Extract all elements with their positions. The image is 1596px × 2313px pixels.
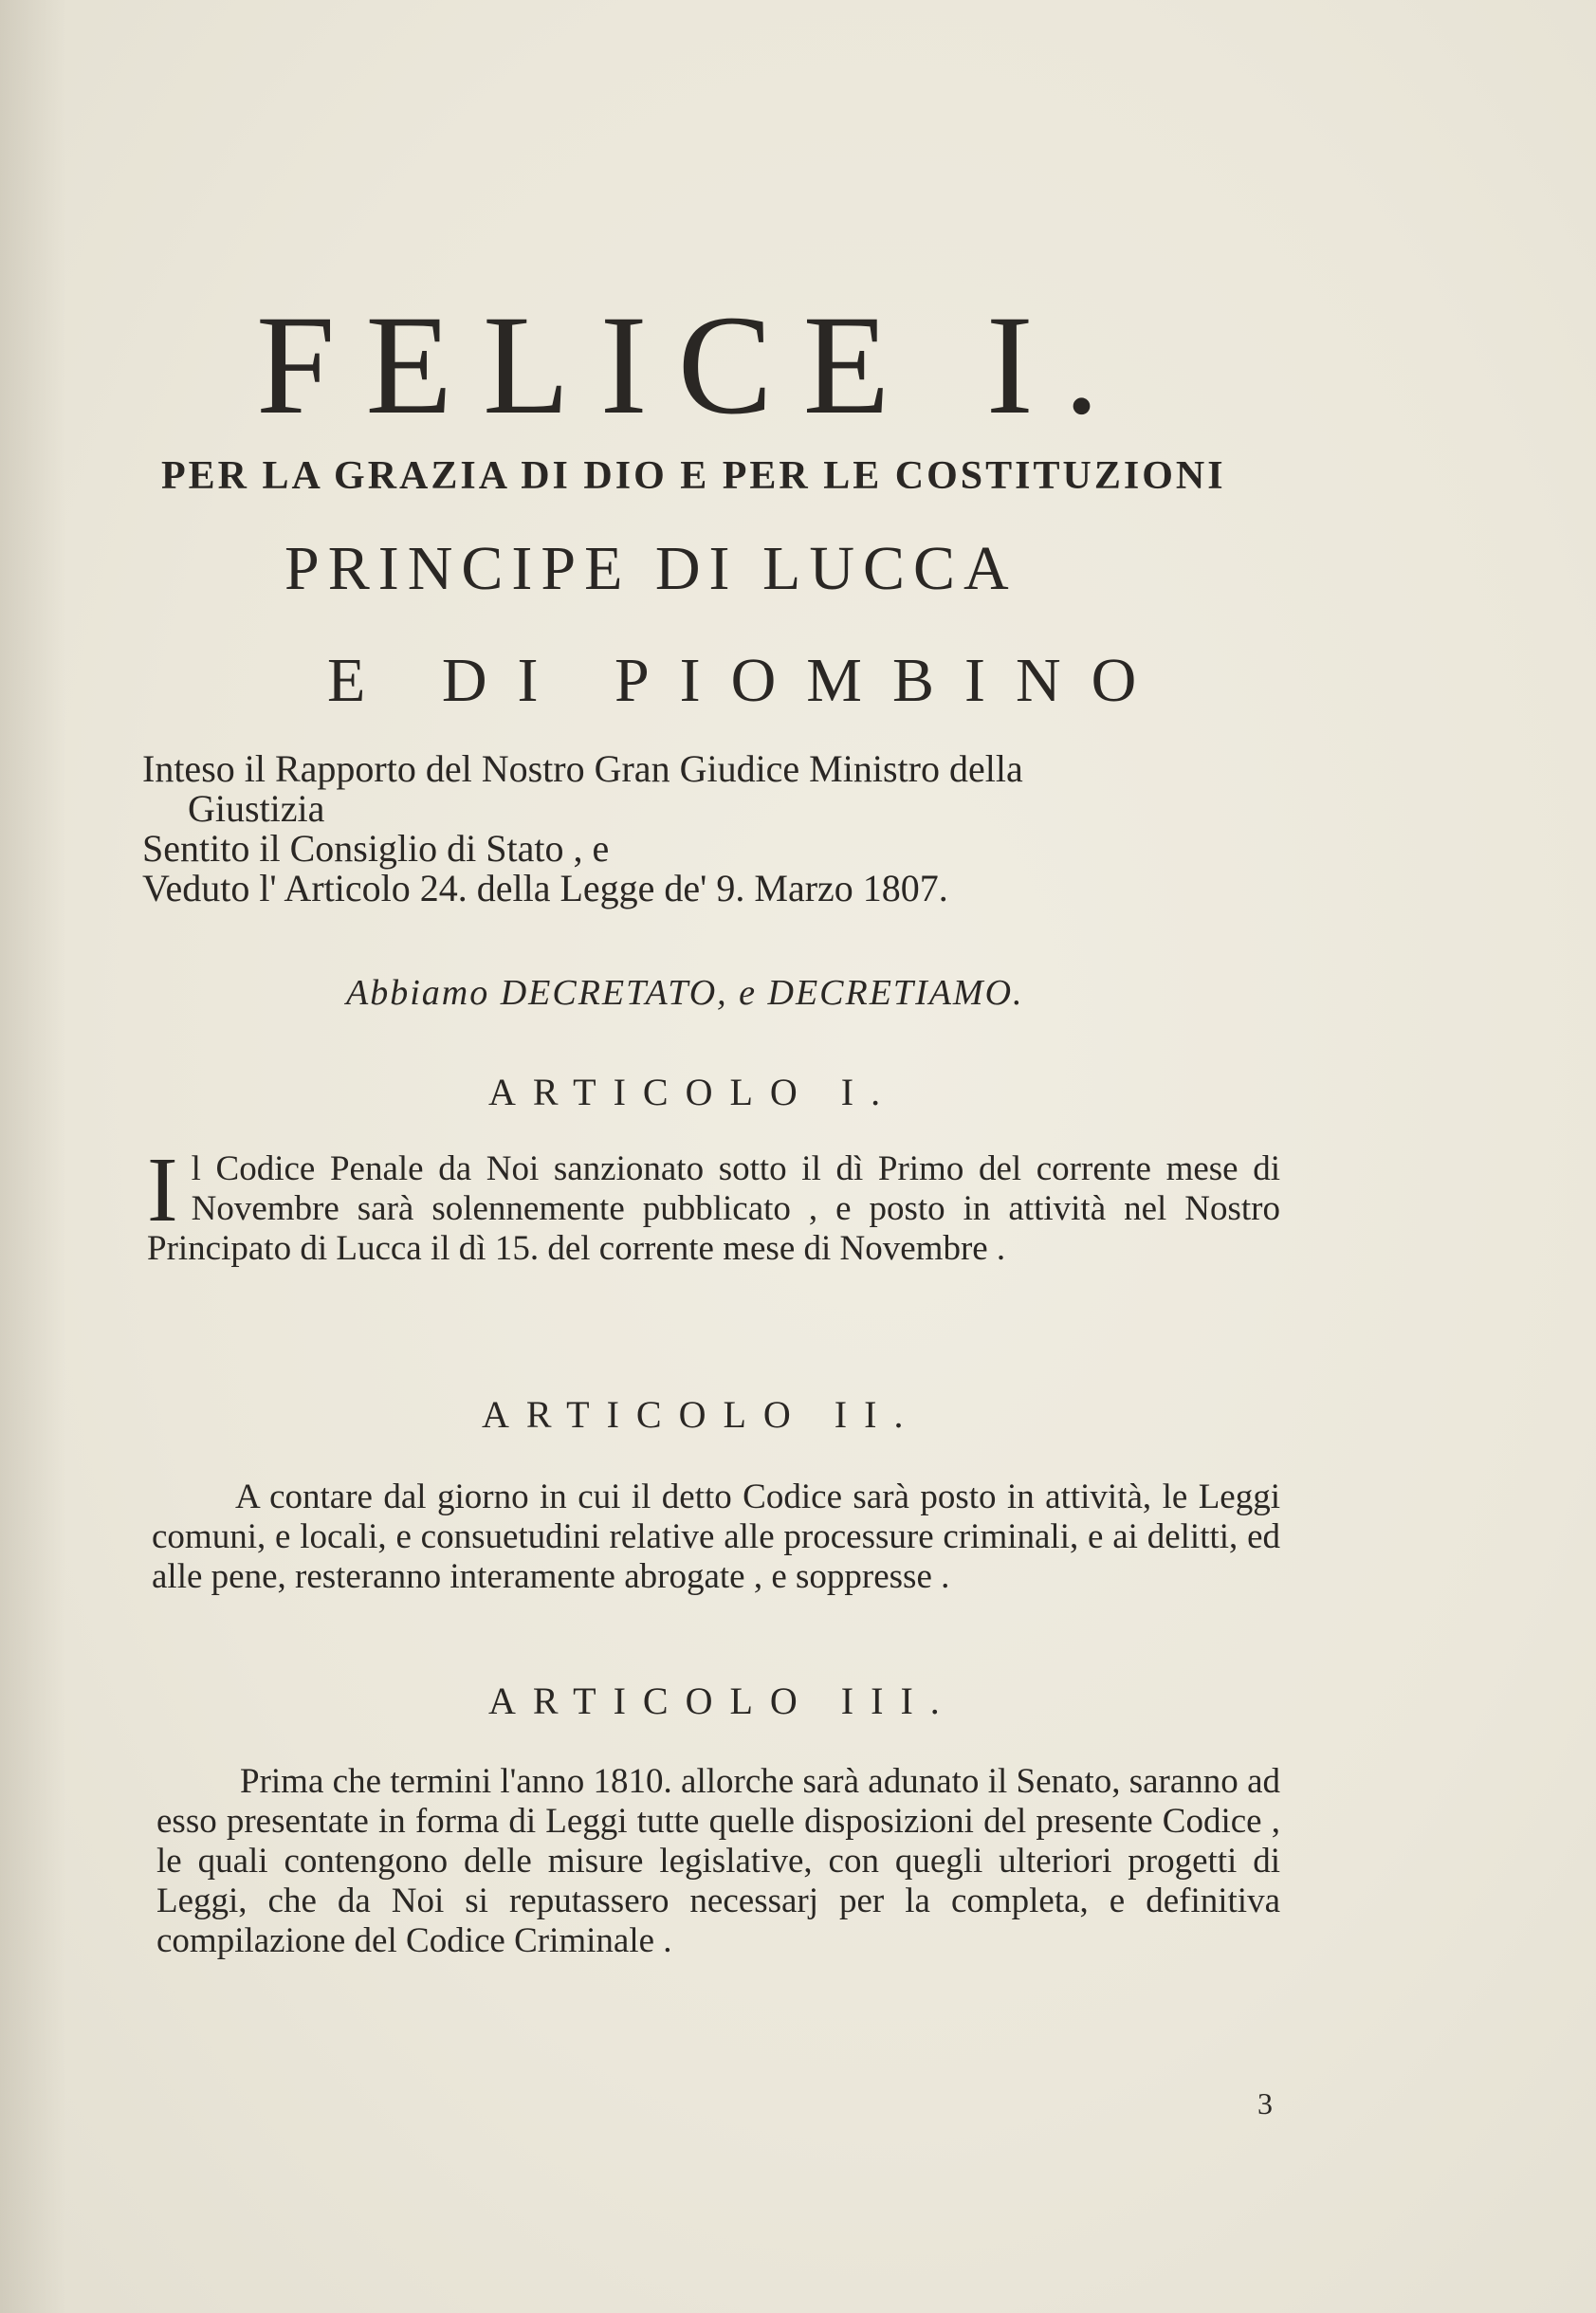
decree-title: FELICE I. — [256, 286, 1130, 444]
title-principality: PRINCIPE DI LUCCA — [284, 534, 1018, 603]
preamble-line-3: Veduto l' Articolo 24. della Legge de' 9. Marzo 1807. — [142, 867, 948, 909]
article-1-heading: ARTICOLO I. — [488, 1071, 898, 1113]
article-2-text — [152, 1478, 1280, 1597]
drop-cap: I — [147, 1139, 178, 1241]
article-3-body: Prima che termini l'anno 1810. allorche sarà adunato il Senato, saranno ad esso presentate in forma di Leggi tutte quelle disposizioni del presente Codice , le quali contengono delle misure legislative, con quegli ulteriori progetti di Leggi, che da Noi si reputassero necessarj per la completa, e definitiva compilazione del Codice Criminale . — [156, 1762, 1280, 1960]
decree-formula: Abbiamo DECRETATO, e DECRETIAMO. — [346, 973, 1024, 1013]
article-2-body: A contare dal giorno in cui il detto Codice sarà posto in attività, le Leggi comuni, e locali, e consuetudini relative alle processure criminali, e ai delitti, ed alle pene, resteranno interamente abrogate , e soppresse . — [152, 1478, 1280, 1596]
decree-subtitle: PER LA GRAZIA DI DIO E PER LE COSTITUZIONI — [161, 454, 1226, 498]
preamble — [142, 749, 1280, 909]
article-1-text — [147, 1139, 1280, 1269]
article-2-heading: ARTICOLO II. — [482, 1393, 921, 1436]
page-spine-shadow — [0, 0, 66, 2313]
preamble-line-1-continued: Giustizia — [188, 787, 325, 830]
article-3-heading: ARTICOLO III. — [488, 1680, 957, 1722]
preamble-line-1: Inteso il Rapporto del Nostro Gran Giudice Ministro della — [142, 747, 1023, 790]
title-piombino: E DI PIOMBINO — [327, 646, 1167, 715]
preamble-line-2: Sentito il Consiglio di Stato , e — [142, 827, 610, 870]
page-number: 3 — [1257, 2086, 1273, 2120]
article-1-body: l Codice Penale da Noi sanzionato sotto il dì Primo del corrente mese di Novembre sarà solennemente pubblicato , e posto in attività nel Nostro Principato di Lucca il dì 15. del corrente mese di Novembre . — [147, 1149, 1280, 1268]
article-3-text — [156, 1762, 1280, 1961]
